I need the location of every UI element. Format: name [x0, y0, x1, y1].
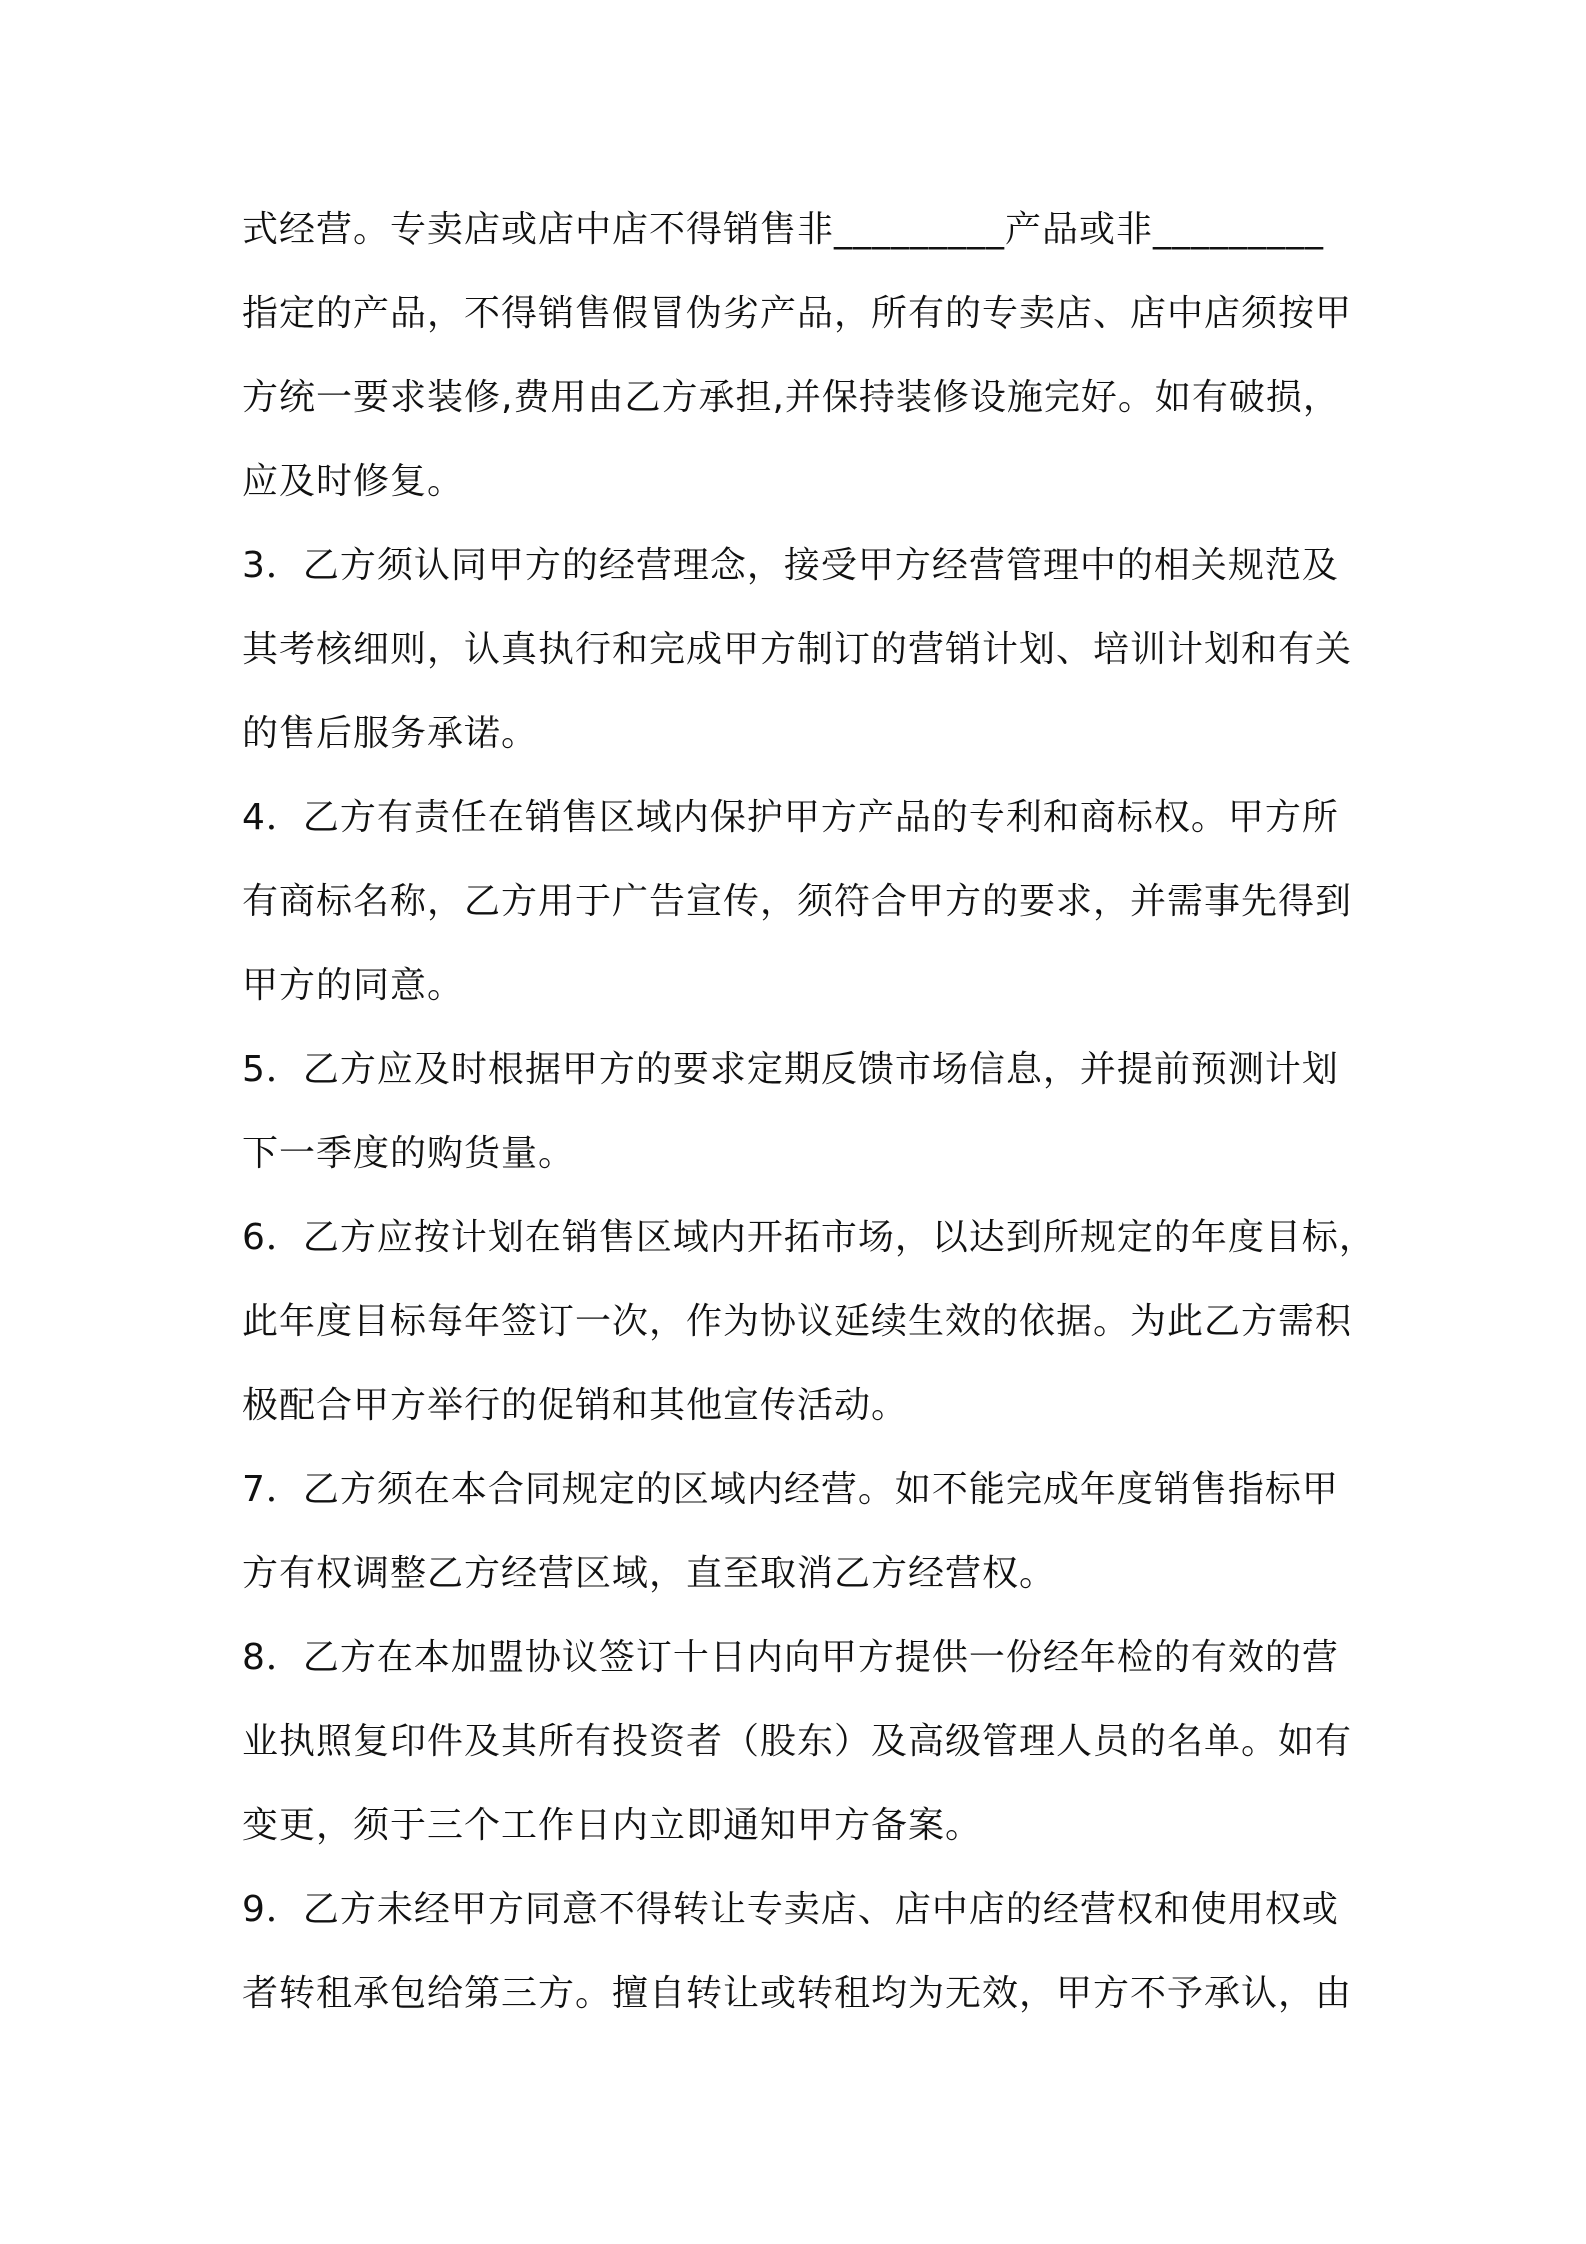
text-line: 方统一要求装修,费用由乙方承担,并保持装修设施完好。如有破损，	[242, 377, 1340, 418]
text-line: 式经营。专卖店或店中店不得销售非_________产品或非_________	[242, 209, 1325, 250]
text-line: 极配合甲方举行的促销和其他宣传活动。	[242, 1385, 909, 1426]
text-line: 方有权调整乙方经营区域，直至取消乙方经营权。	[242, 1553, 1057, 1594]
text-line: 者转租承包给第三方。擅自转让或转租均为无效，甲方不予承认，由	[242, 1973, 1353, 2014]
text-line: 甲方的同意。	[242, 965, 465, 1006]
text-line: 指定的产品，不得销售假冒伪劣产品，所有的专卖店、店中店须按甲	[242, 293, 1353, 334]
text-line: 的售后服务承诺。	[242, 713, 539, 754]
text-line: 4．乙方有责任在销售区域内保护甲方产品的专利和商标权。甲方所	[242, 797, 1339, 838]
text-line: 其考核细则，认真执行和完成甲方制订的营销计划、培训计划和有关	[242, 629, 1353, 670]
text-line: 应及时修复。	[242, 461, 465, 502]
text-line: 7．乙方须在本合同规定的区域内经营。如不能完成年度销售指标甲	[242, 1469, 1339, 1510]
text-line: 业执照复印件及其所有投资者（股东）及高级管理人员的名单。如有	[242, 1721, 1353, 1762]
text-line: 变更，须于三个工作日内立即通知甲方备案。	[242, 1805, 983, 1846]
text-line: 5．乙方应及时根据甲方的要求定期反馈市场信息，并提前预测计划	[242, 1049, 1339, 1090]
text-line: 6．乙方应按计划在销售区域内开拓市场，以达到所规定的年度目标，	[242, 1217, 1376, 1258]
text-line: 下一季度的购货量。	[242, 1133, 576, 1174]
text-line: 9．乙方未经甲方同意不得转让专卖店、店中店的经营权和使用权或	[242, 1889, 1339, 1930]
text-line: 有商标名称，乙方用于广告宣传，须符合甲方的要求，并需事先得到	[242, 881, 1353, 922]
text-line: 8．乙方在本加盟协议签订十日内向甲方提供一份经年检的有效的营	[242, 1637, 1339, 1678]
text-line: 此年度目标每年签订一次，作为协议延续生效的依据。为此乙方需积	[242, 1301, 1353, 1342]
text-line: 3．乙方须认同甲方的经营理念，接受甲方经营管理中的相关规范及	[242, 545, 1339, 586]
